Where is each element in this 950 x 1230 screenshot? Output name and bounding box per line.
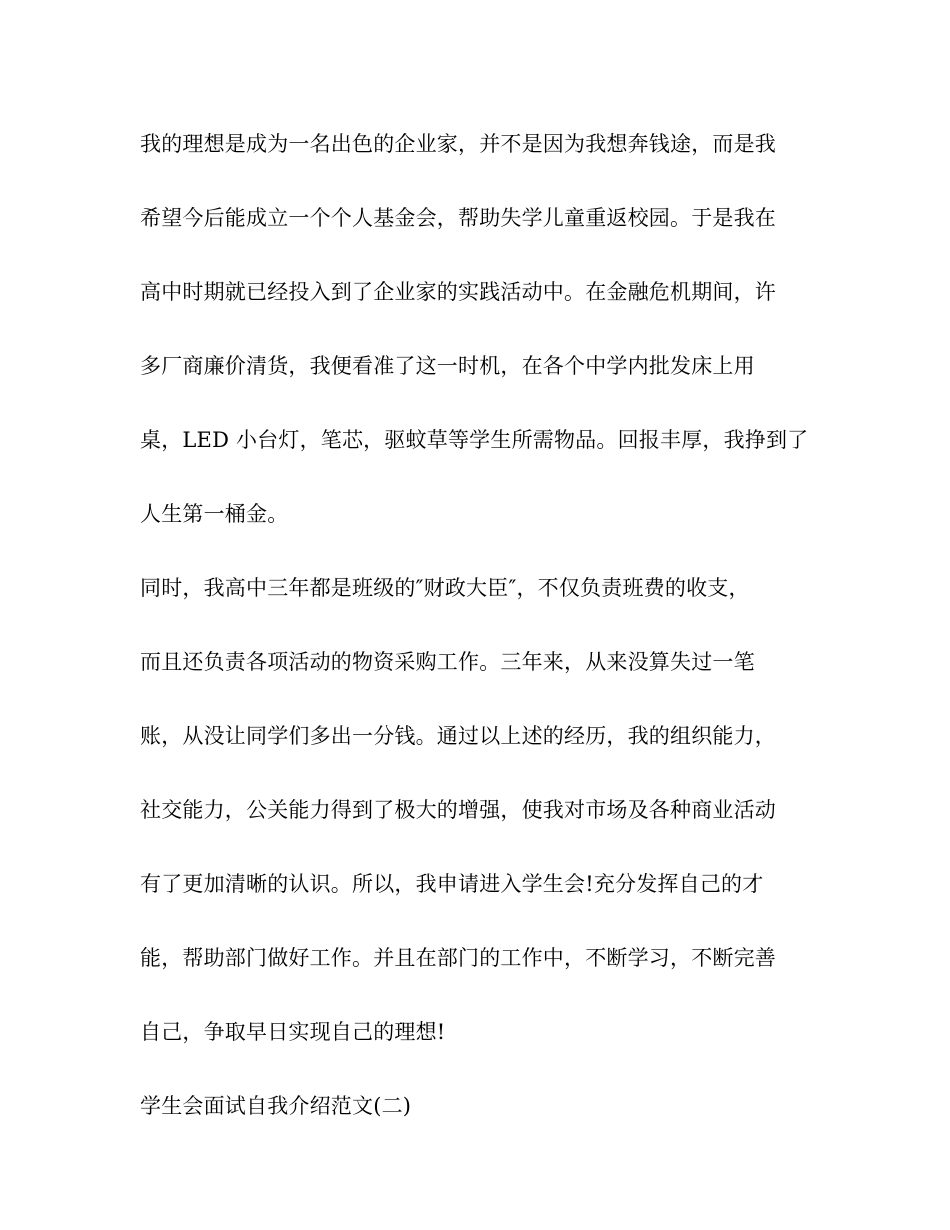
text-line-3: 高中时期就已经投入到了企业家的实践活动中。在金融危机期间，许 [140, 280, 776, 304]
text-line-5: 桌，LED 小台灯，笔芯，驱蚊草等学生所需物品。回报丰厚，我挣到了 [140, 428, 809, 452]
text-line-12: 能，帮助部门做好工作。并且在部门的工作中，不断学习，不断完善 [140, 946, 776, 970]
text-line-4: 多厂商廉价清货，我便看准了这一时机，在各个中学内批发床上用 [140, 354, 755, 378]
text-line-13: 自己，争取早日实现自己的理想! [140, 1020, 446, 1044]
text-line-10: 社交能力，公关能力得到了极大的增强，使我对市场及各种商业活动 [140, 798, 776, 822]
text-line-1: 我的理想是成为一名出色的企业家，并不是因为我想奔钱途，而是我 [140, 132, 776, 156]
text-line-9: 账，从没让同学们多出一分钱。通过以上述的经历，我的组织能力， [140, 724, 776, 748]
document-body [140, 124, 820, 1160]
text-line-2: 希望今后能成立一个个人基金会，帮助失学儿童重返校园。于是我在 [140, 206, 776, 230]
text-line-7: 同时，我高中三年都是班级的″财政大臣″，不仅负责班费的收支， [140, 576, 750, 600]
section-heading: 学生会面试自我介绍范文(二) [140, 1094, 412, 1118]
text-line-11: 有了更加清晰的认识。所以，我申请进入学生会!充分发挥自己的才 [140, 872, 764, 896]
text-line-8: 而且还负责各项活动的物资采购工作。三年来，从来没算失过一笔 [140, 650, 755, 674]
text-line-6: 人生第一桶金。 [140, 502, 289, 526]
